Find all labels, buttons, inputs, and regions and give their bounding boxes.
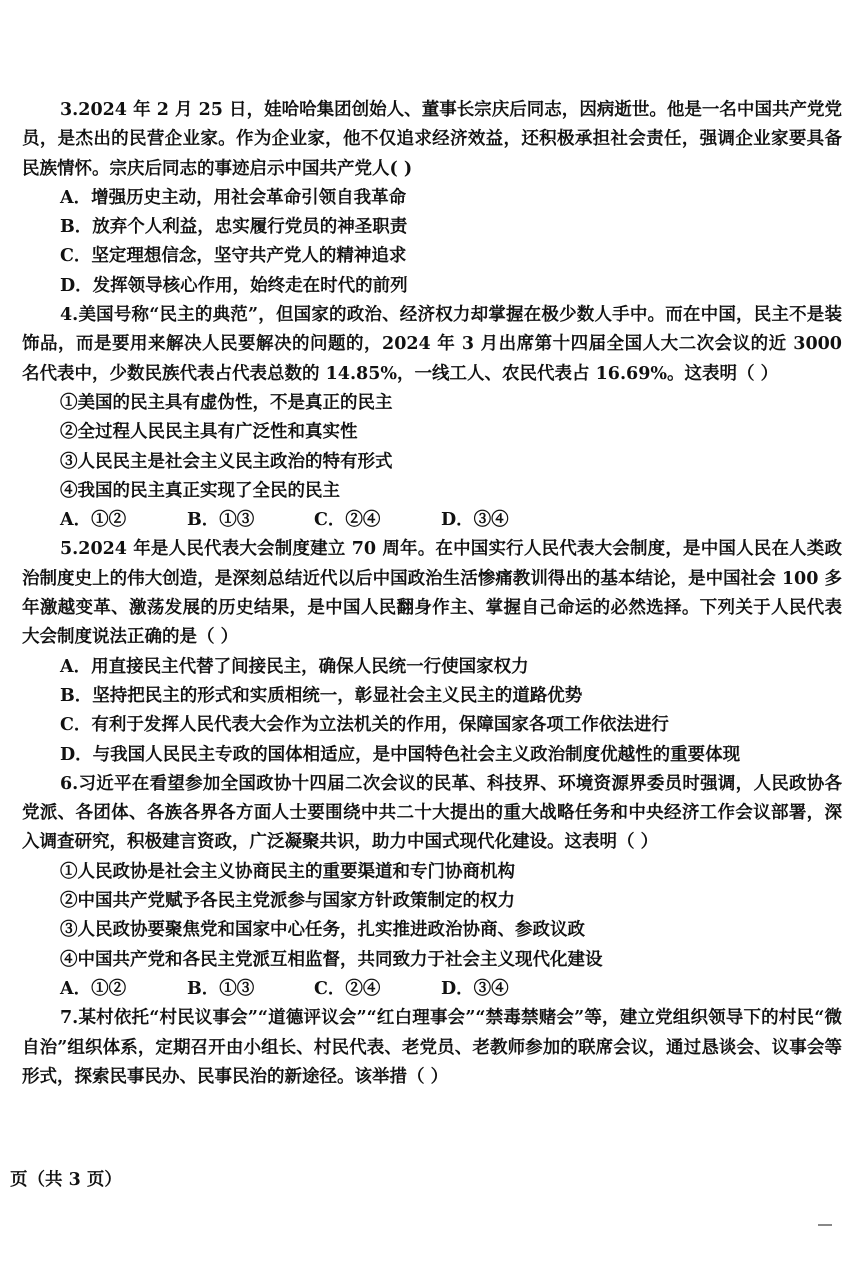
option-d: D．发挥领导核心作用，始终走在时代的前列 [60,275,408,296]
statement-3: ③人民民主是社会主义民主政治的特有形式 [60,451,393,472]
statement-4: ④中国共产党和各民主党派互相监督，共同致力于社会主义现代化建设 [60,949,603,970]
option-c: C．坚定理想信念，坚守共产党人的精神追求 [60,246,407,267]
statement-1: ①美国的民主具有虚伪性，不是真正的民主 [60,392,393,413]
choice-d: D．③④ [441,510,509,531]
question-3 [22,96,842,301]
question-stem: 4.美国号称“民主的典范”，但国家的政治、经济权力却掌握在极少数人手中。而在中国，民主不是装饰品，而是要用来解决人民要解决的问题的，2024 年 3 月出席第十四届全国人大二次会议的近 3000 名代表中，少数民族代表占代表总数的 14.85%，一线工人、农民代表占 16.69%。这表明（ ） [22,305,842,384]
choice-c: C．②④ [314,510,381,531]
option-a: A．增强历史主动，用社会革命引领自我革命 [60,187,407,208]
statement-4: ④我国的民主真正实现了全民的民主 [60,480,340,501]
option-c: C．有利于发挥人民代表大会作为立法机关的作用，保障国家各项工作依法进行 [60,715,669,736]
question-5 [22,535,842,769]
statement-2: ②中国共产党赋予各民主党派参与国家方针政策制定的权力 [60,891,515,912]
choice-a: A．①② [60,978,127,999]
scan-mark [818,1224,832,1226]
option-d: D．与我国人民民主专政的国体相适应，是中国特色社会主义政治制度优越性的重要体现 [60,744,741,765]
question-7 [22,1004,842,1092]
answer-choices [22,506,842,535]
statement-1: ①人民政协是社会主义协商民主的重要渠道和专门协商机构 [60,861,515,882]
question-4 [22,301,842,535]
option-b: B．放弃个人利益，忠实履行党员的神圣职责 [60,217,408,238]
choice-b: B．①③ [187,978,255,999]
choice-a: A．①② [60,510,127,531]
statement-3: ③人民政协要聚焦党和国家中心任务，扎实推进政治协商、参政议政 [60,920,585,941]
choice-c: C．②④ [314,978,381,999]
question-stem: 6.习近平在看望参加全国政协十四届二次会议的民革、科技界、环境资源界委员时强调，人民政协各党派、各团体、各族各界各方面人士要围绕中共二十大提出的重大战略任务和中央经济工作会议部署，深入调查研究，积极建言资政，广泛凝聚共识，助力中国式现代化建设。这表明（ ） [22,773,842,853]
question-6 [22,770,842,1004]
statement-2: ②全过程人民民主具有广泛性和真实性 [60,422,358,443]
answer-choices [22,975,842,1004]
choice-d: D．③④ [441,978,509,999]
option-b: B．坚持把民主的形式和实质相统一，彰显社会主义民主的道路优势 [60,685,583,706]
exam-content [22,96,842,1092]
page-footer: 页（共 3 页） [10,1170,122,1190]
question-stem: 3.2024 年 2 月 25 日，娃哈哈集团创始人、董事长宗庆后同志，因病逝世。他是一名中国共产党党员，是杰出的民营企业家。作为企业家，他不仅追求经济效益，还积极承担社会责任，强调企业家要具备民族情怀。宗庆后同志的事迹启示中国共产党人( ) [22,100,842,179]
question-stem: 5.2024 年是人民代表大会制度建立 70 周年。在中国实行人民代表大会制度，是中国人民在人类政治制度史上的伟大创造，是深刻总结近代以后中国政治生活惨痛教训得出的基本结论，是中国社会 100 多年激越变革、激荡发展的历史结果，是中国人民翻身作主、掌握自己命运的必然选择。下列关于人民代表大会制度说法正确的是（ ） [22,539,842,648]
question-stem: 7.某村依托“村民议事会”“道德评议会”“红白理事会”“禁毒禁赌会”等，建立党组织领导下的村民“微自治”组织体系，定期召开由小组长、村民代表、老党员、老教师参加的联席会议，通过恳谈会、议事会等形式，探索民事民办、民事民治的新途径。该举措（ ） [22,1008,842,1087]
option-a: A．用直接民主代替了间接民主，确保人民统一行使国家权力 [60,656,529,677]
choice-b: B．①③ [187,510,255,531]
